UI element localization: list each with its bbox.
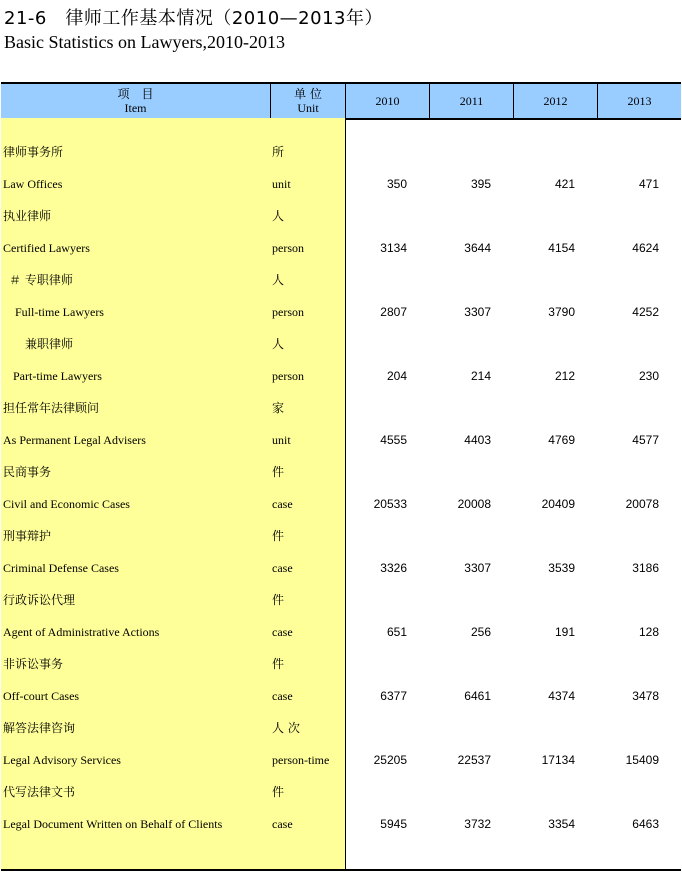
row-unit: case bbox=[272, 625, 293, 639]
page-title-en: Basic Statistics on Lawyers,2010-2013 bbox=[4, 32, 285, 52]
header-year-2011: 2011 bbox=[459, 94, 484, 108]
value-cell-2013: 4624 bbox=[632, 241, 659, 255]
value-cell-2010: 5945 bbox=[380, 817, 407, 831]
row-label: Certified Lawyers bbox=[3, 241, 90, 255]
table-row bbox=[1, 360, 681, 392]
value-cell-2012: 191 bbox=[554, 625, 575, 639]
table-row bbox=[1, 136, 681, 168]
row-label: 民商事务 bbox=[3, 465, 52, 479]
value-cell-2010: 2807 bbox=[380, 305, 407, 319]
row-unit: person bbox=[272, 369, 304, 383]
header-item bbox=[1, 84, 270, 118]
value-cell-2012: 3539 bbox=[548, 561, 575, 575]
value-cell-2012: 20409 bbox=[541, 497, 575, 511]
table-row bbox=[1, 808, 681, 840]
value-cell-2011: 3644 bbox=[464, 241, 491, 255]
row-label: 行政诉讼代理 bbox=[3, 593, 76, 607]
row-label: Agent of Administrative Actions bbox=[3, 625, 160, 639]
header-unit bbox=[271, 84, 345, 118]
table-row bbox=[1, 744, 681, 776]
value-cell-2013: 4577 bbox=[632, 433, 659, 447]
row-unit: 件 bbox=[272, 593, 285, 607]
value-cell-2013: 20078 bbox=[625, 497, 659, 511]
row-label: Law Offices bbox=[3, 177, 63, 191]
row-unit: 件 bbox=[272, 657, 285, 671]
header-year-2013: 2013 bbox=[627, 94, 652, 108]
table-row bbox=[1, 776, 681, 808]
value-cell-2013: 230 bbox=[638, 369, 659, 383]
value-cell-2011: 6461 bbox=[464, 689, 491, 703]
header-unit-en: Unit bbox=[297, 101, 319, 115]
table-row bbox=[1, 200, 681, 232]
row-label: 刑事辩护 bbox=[3, 529, 52, 543]
row-label: 执业律师 bbox=[3, 209, 52, 223]
row-unit: 人 次 bbox=[272, 721, 300, 735]
value-cell-2011: 20008 bbox=[457, 497, 491, 511]
row-label: As Permanent Legal Advisers bbox=[3, 433, 146, 447]
table-row bbox=[1, 520, 681, 552]
value-cell-2010: 350 bbox=[386, 177, 407, 191]
value-cell-2013: 128 bbox=[638, 625, 659, 639]
row-unit: 家 bbox=[272, 401, 285, 415]
page-title-cn: 21-6 律师工作基本情况（2010—2013年） bbox=[4, 8, 383, 29]
value-cell-2013: 471 bbox=[638, 177, 659, 191]
value-cell-2010: 6377 bbox=[380, 689, 407, 703]
value-cell-2012: 4374 bbox=[548, 689, 575, 703]
table-row bbox=[1, 328, 681, 360]
row-label: 解答法律咨询 bbox=[3, 721, 76, 735]
table-row bbox=[1, 296, 681, 328]
value-cell-2010: 4555 bbox=[380, 433, 407, 447]
value-cell-2011: 22537 bbox=[457, 753, 491, 767]
row-unit: unit bbox=[272, 433, 291, 447]
table-row bbox=[1, 680, 681, 712]
row-label: Legal Document Written on Behalf of Clients bbox=[3, 817, 223, 831]
table-row bbox=[1, 616, 681, 648]
row-unit: person bbox=[272, 305, 304, 319]
value-cell-2012: 3354 bbox=[548, 817, 575, 831]
value-cell-2012: 3790 bbox=[548, 305, 575, 319]
value-cell-2010: 3134 bbox=[380, 241, 407, 255]
row-label: Part-time Lawyers bbox=[13, 369, 102, 383]
row-unit: case bbox=[272, 497, 293, 511]
value-cell-2011: 3732 bbox=[464, 817, 491, 831]
value-cell-2012: 4154 bbox=[548, 241, 575, 255]
value-cell-2012: 212 bbox=[554, 369, 575, 383]
header-item-en: Item bbox=[124, 101, 147, 115]
value-cell-2012: 421 bbox=[554, 177, 575, 191]
row-unit: 所 bbox=[272, 145, 285, 159]
value-cell-2013: 3478 bbox=[632, 689, 659, 703]
value-cell-2013: 6463 bbox=[632, 817, 659, 831]
table-header bbox=[1, 82, 681, 120]
value-cell-2013: 15409 bbox=[625, 753, 659, 767]
table-row bbox=[1, 712, 681, 744]
row-unit: case bbox=[272, 561, 293, 575]
table-row bbox=[1, 168, 681, 200]
value-cell-2010: 20533 bbox=[373, 497, 407, 511]
row-label: 非诉讼事务 bbox=[3, 657, 64, 671]
table-row bbox=[1, 392, 681, 424]
row-label: Criminal Defense Cases bbox=[3, 561, 119, 575]
table-row bbox=[1, 264, 681, 296]
table-bottom-rule bbox=[1, 869, 681, 871]
row-unit: 人 bbox=[272, 209, 285, 223]
value-cell-2011: 395 bbox=[470, 177, 491, 191]
table-row bbox=[1, 232, 681, 264]
table-row bbox=[1, 488, 681, 520]
row-unit: unit bbox=[272, 177, 291, 191]
row-label: Full-time Lawyers bbox=[15, 305, 104, 319]
row-unit: person-time bbox=[272, 753, 330, 767]
row-unit: person bbox=[272, 241, 304, 255]
table-row bbox=[1, 456, 681, 488]
value-cell-2010: 204 bbox=[386, 369, 407, 383]
row-label: 律师事务所 bbox=[3, 145, 64, 159]
value-cell-2011: 214 bbox=[470, 369, 491, 383]
row-label: 兼职律师 bbox=[25, 337, 74, 351]
row-unit: 人 bbox=[272, 337, 285, 351]
row-label: ＃ 专职律师 bbox=[9, 273, 73, 287]
row-label: Civil and Economic Cases bbox=[3, 497, 130, 511]
header-unit-cn: 单 位 bbox=[294, 87, 322, 101]
header-year-2010: 2010 bbox=[375, 94, 400, 108]
table-row bbox=[1, 584, 681, 616]
value-cell-2011: 256 bbox=[470, 625, 491, 639]
row-unit: case bbox=[272, 689, 293, 703]
row-unit: 人 bbox=[272, 273, 285, 287]
row-unit: 件 bbox=[272, 529, 285, 543]
header-item-cn: 项 目 bbox=[117, 87, 154, 101]
table-row bbox=[1, 552, 681, 584]
row-label: 担任常年法律顾问 bbox=[3, 401, 100, 415]
table-row bbox=[1, 424, 681, 456]
row-unit: 件 bbox=[272, 785, 285, 799]
value-cell-2011: 4403 bbox=[464, 433, 491, 447]
value-cell-2010: 25205 bbox=[373, 753, 407, 767]
row-label: Off-court Cases bbox=[3, 689, 80, 703]
row-label: 代写法律文书 bbox=[3, 785, 76, 799]
value-cell-2012: 4769 bbox=[548, 433, 575, 447]
row-unit: case bbox=[272, 817, 293, 831]
value-cell-2012: 17134 bbox=[541, 753, 575, 767]
value-cell-2010: 3326 bbox=[380, 561, 407, 575]
value-cell-2013: 4252 bbox=[632, 305, 659, 319]
value-cell-2011: 3307 bbox=[464, 561, 491, 575]
row-label: Legal Advisory Services bbox=[3, 753, 121, 767]
value-cell-2013: 3186 bbox=[632, 561, 659, 575]
header-year-2012: 2012 bbox=[543, 94, 568, 108]
value-cell-2010: 651 bbox=[386, 625, 407, 639]
table-row bbox=[1, 648, 681, 680]
value-cell-2011: 3307 bbox=[464, 305, 491, 319]
row-unit: 件 bbox=[272, 465, 285, 479]
